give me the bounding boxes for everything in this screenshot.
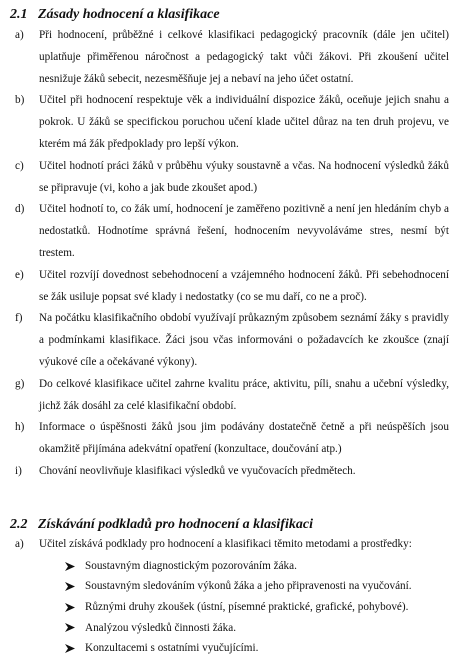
item-text: Učitel při hodnocení respektuje věk a individuální dispozice žáků, oceňuje jejich snahu a pokrok. U žáků se specifickou poruchou učení klade učitel důraz na ten druh projevu, ve kterém má žák předpoklady pro lepší výkon. bbox=[39, 94, 449, 150]
list-item bbox=[0, 156, 461, 200]
section-heading bbox=[10, 516, 461, 534]
methods-list bbox=[0, 556, 461, 659]
item-text: Na počátku klasifikačního období využívají průkazným způsobem seznámí žáky s pravidly a podmínkami klasifikace. Žáci jsou včas informováni o požadavcích ke zkoušce (znají výukové cíle a očekávané výkony). bbox=[39, 312, 449, 368]
item-text: Do celkové klasifikace učitel zahrne kvalitu práce, aktivitu, píli, snahu a učební výsledky, jichž žák dosáhl za celé klasifikační období. bbox=[39, 377, 449, 412]
list-item bbox=[0, 265, 461, 309]
bullet-text: Soustavným diagnostickým pozorováním žáka. bbox=[85, 559, 297, 572]
item-label: f) bbox=[15, 312, 23, 325]
list-item bbox=[0, 25, 461, 90]
arrowhead-bullet-icon bbox=[0, 582, 85, 591]
arrowhead-bullet-icon bbox=[0, 603, 85, 612]
item-text: Učitel získává podklady pro hodnocení a klasifikaci těmito metodami a prostředky: bbox=[39, 537, 412, 550]
arrowhead-bullet-icon bbox=[0, 623, 85, 632]
item-text: Informace o úspěšnosti žáků jsou jim podávány dostatečně četně a při neúspěších jsou okamžitě přijímána adekvátní opatření (konzultace, doučování atp.) bbox=[39, 421, 449, 456]
item-text: Učitel rozvíjí dovednost sebehodnocení a vzájemného hodnocení žáků. Při sebehodnocení se žák usiluje popsat své klady i nedostatky (co se mu daří, co ne a proč). bbox=[39, 268, 449, 303]
list-item bbox=[0, 534, 461, 554]
item-text: Při hodnocení, průběžné i celkové klasifikaci pedagogický pracovník (dále jen učitel) uplatňuje přiměřenou náročnost a pedagogický takt vůči žákovi. Při zkoušení učitel nesnižuje žáků sebecit, nezesměšňuje jej a nebaví na jeho účet ostatní. bbox=[39, 29, 449, 85]
list-item bbox=[0, 374, 461, 418]
section-zasady bbox=[0, 6, 461, 483]
bullet-text: Analýzou výsledků činnosti žáka. bbox=[85, 621, 236, 634]
bullet-text: Konzultacemi s ostatními vyučujícími. bbox=[85, 642, 259, 655]
item-label: a) bbox=[15, 537, 24, 550]
bullet-text: Soustavným sledováním výkonů žáka a jeho připravenosti na vyučování. bbox=[85, 580, 412, 593]
section-number: 2.2 bbox=[10, 516, 28, 532]
bullet-item bbox=[0, 597, 461, 618]
section-podklady bbox=[0, 516, 461, 659]
bullet-item bbox=[0, 618, 461, 639]
item-text: Učitel hodnotí to, co žák umí, hodnocení je zaměřeno pozitivně a není jen hledáním chyb a nedostatků. Hodnotíme správná řešení, hodnocením nevyvoláváme stres, nesmí být trestem. bbox=[39, 203, 449, 259]
item-label: a) bbox=[15, 29, 24, 41]
list-item bbox=[0, 461, 461, 483]
section-heading bbox=[10, 6, 461, 24]
bullet-item bbox=[0, 638, 461, 659]
section-title: Získávání podkladů pro hodnocení a klasifikaci bbox=[38, 516, 313, 532]
item-label: c) bbox=[15, 159, 24, 172]
list-item bbox=[0, 417, 461, 461]
bullet-item bbox=[0, 556, 461, 577]
list-item bbox=[0, 308, 461, 373]
list-item bbox=[0, 90, 461, 155]
arrowhead-bullet-icon bbox=[0, 644, 85, 653]
section-number: 2.1 bbox=[10, 7, 28, 22]
rules-list bbox=[0, 25, 461, 483]
item-text: Učitel hodnotí práci žáků v průběhu výuky soustavně a včas. Na hodnocení výsledků žáků se připravuje (vi, koho a jak bude zkoušet apod.) bbox=[39, 159, 449, 194]
item-label: b) bbox=[15, 94, 25, 107]
item-label: i) bbox=[15, 464, 22, 477]
item-label: g) bbox=[15, 377, 25, 390]
arrowhead-bullet-icon bbox=[0, 562, 85, 571]
bullet-text: Různými druhy zkoušek (ústní, písemné praktické, grafické, pohybové). bbox=[85, 600, 409, 613]
item-text: Chování neovlivňuje klasifikaci výsledků ve vyučovacích předmětech. bbox=[39, 464, 356, 477]
list-item bbox=[0, 199, 461, 264]
bullet-item bbox=[0, 576, 461, 597]
section-title: Zásady hodnocení a klasifikace bbox=[38, 7, 220, 22]
item-label: e) bbox=[15, 268, 24, 281]
item-label: h) bbox=[15, 421, 25, 434]
item-label: d) bbox=[15, 203, 25, 216]
